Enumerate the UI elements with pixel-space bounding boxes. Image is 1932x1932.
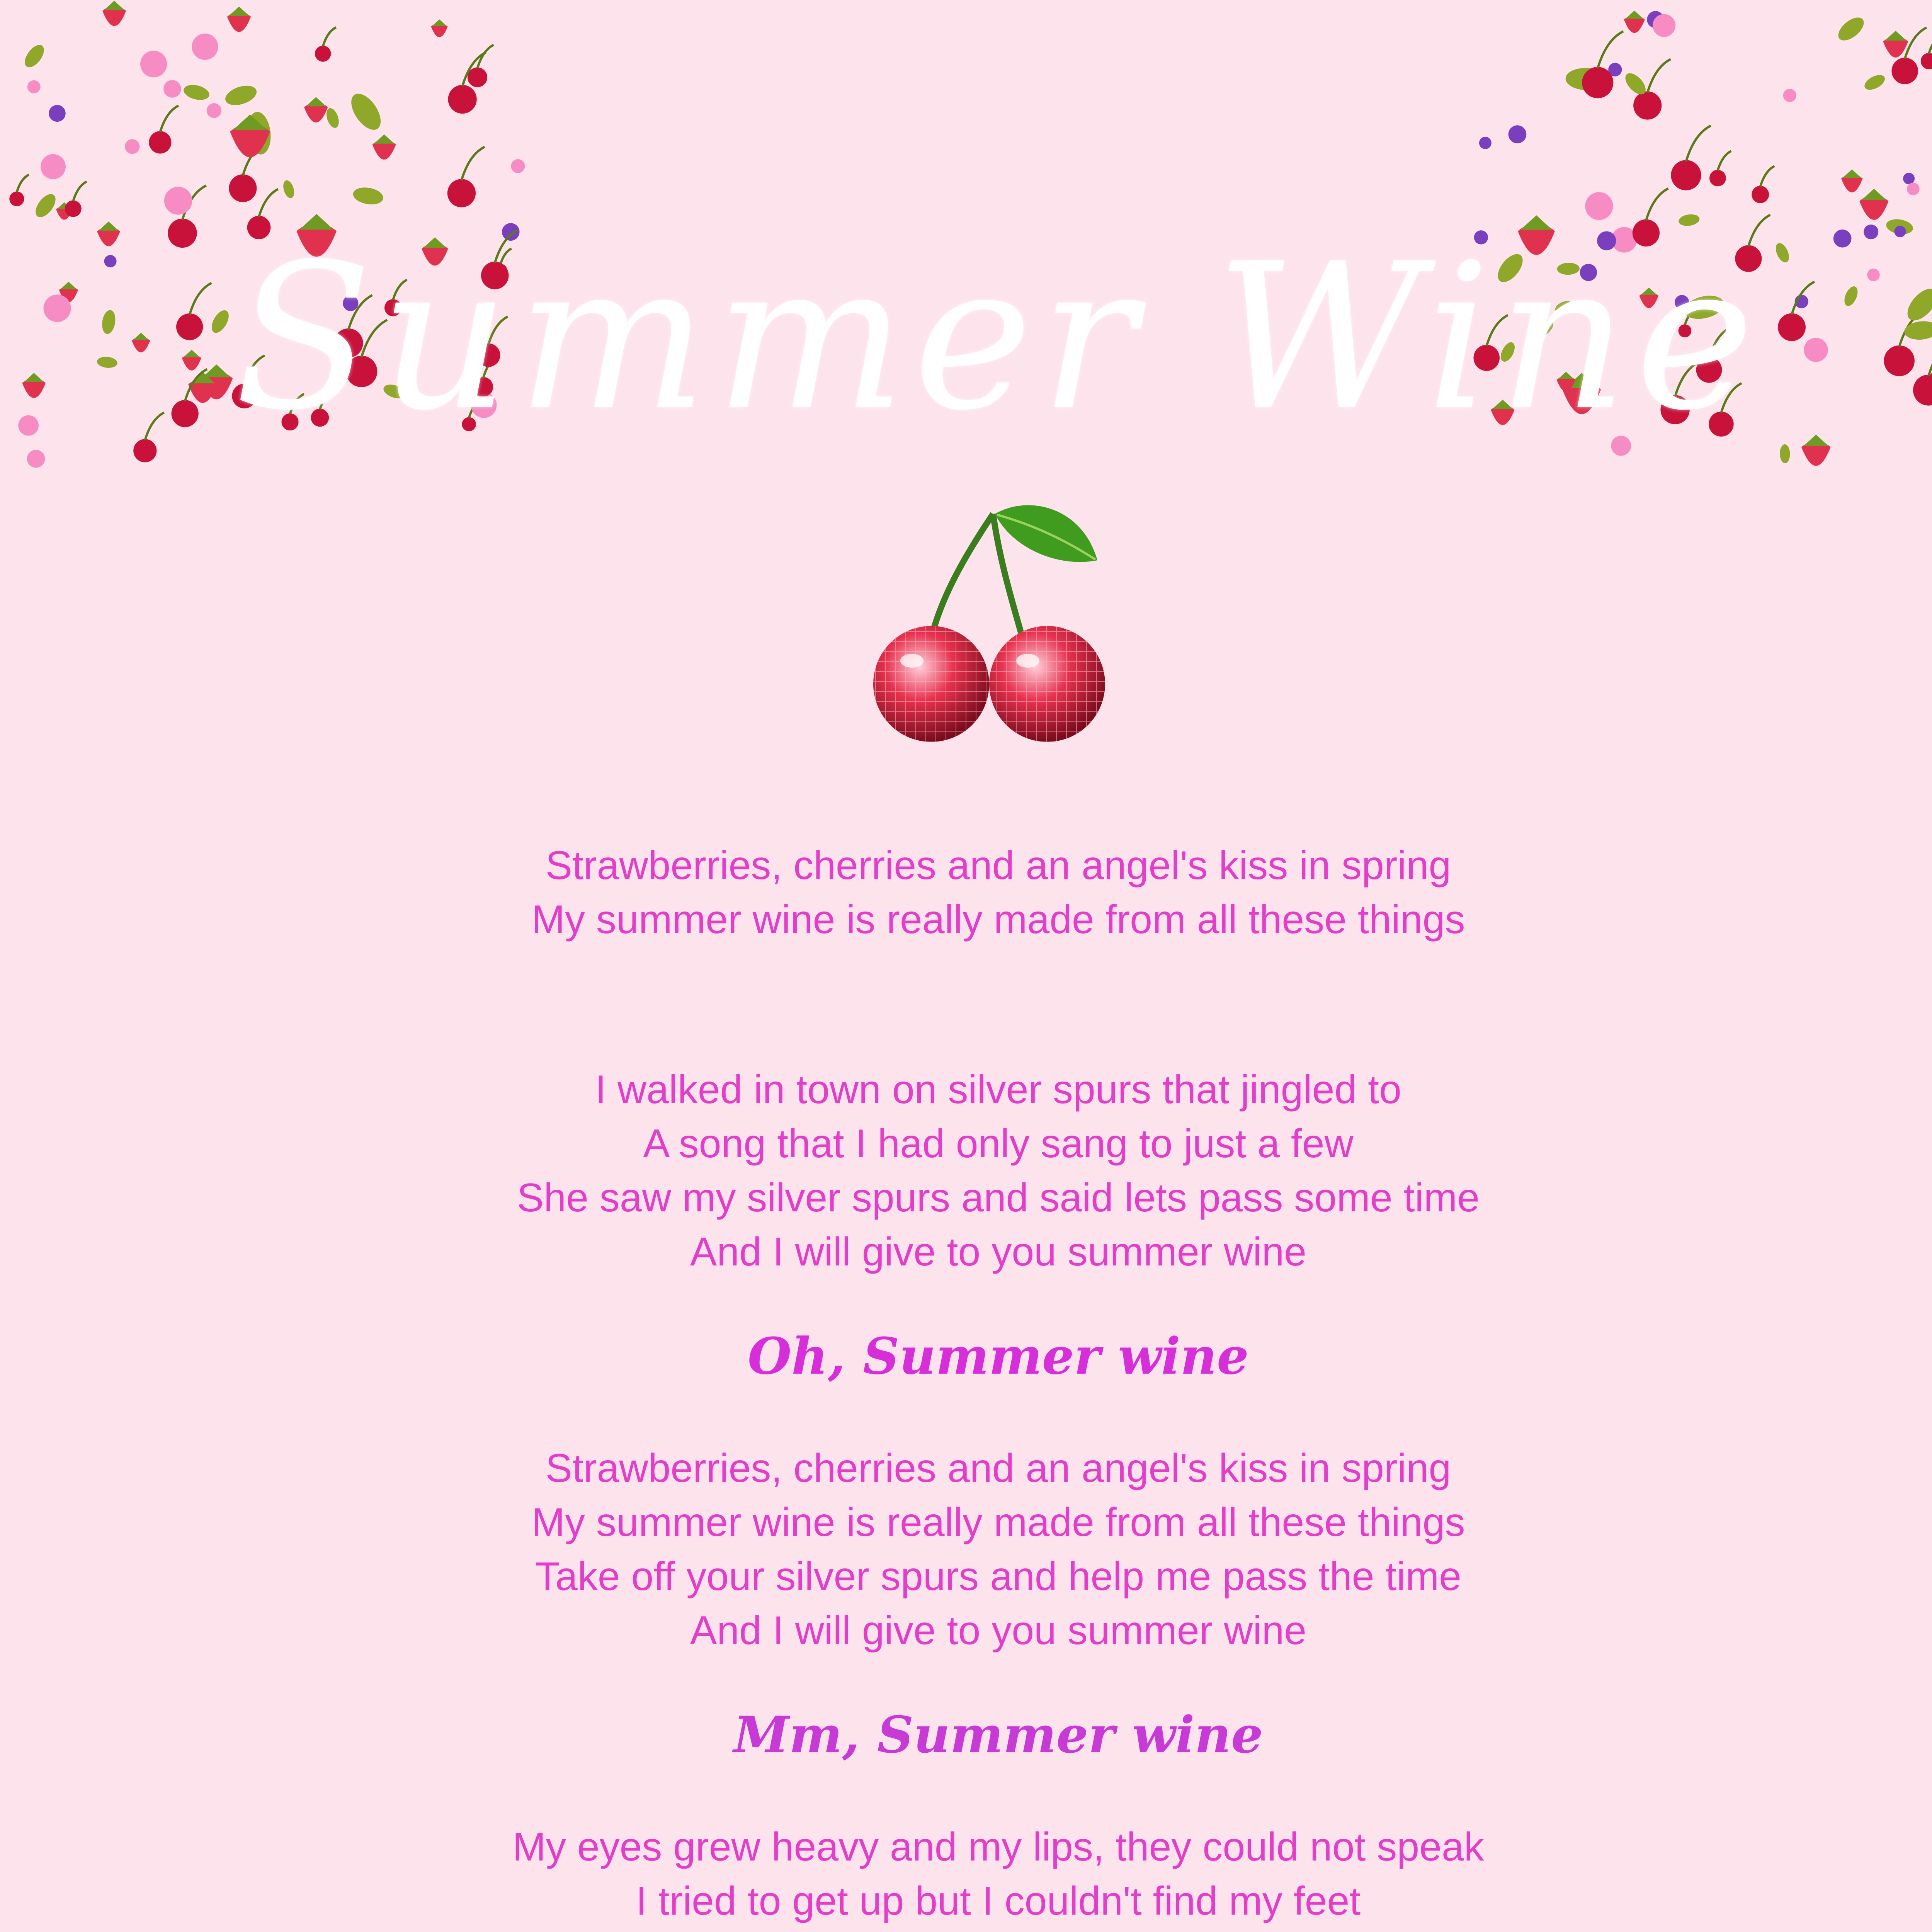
lyric-line: My summer wine is really made from all these things bbox=[531, 1500, 1465, 1545]
disco-cherry-icon bbox=[866, 491, 1136, 746]
verse-2 bbox=[0, 1820, 1932, 1932]
lyric-line: A song that I had only sang to just a few bbox=[643, 1121, 1354, 1166]
lyric-line: Strawberries, cherries and an angel's kiss in spring bbox=[545, 1446, 1451, 1491]
lyric-line: My eyes grew heavy and my lips, they could not speak bbox=[512, 1825, 1484, 1869]
lyric-line: I tried to get up but I couldn't find my feet bbox=[636, 1879, 1361, 1923]
lyric-line: She saw my silver spurs and said lets pass some time bbox=[517, 1175, 1480, 1220]
page-title: Summer Wine bbox=[234, 220, 1762, 454]
lyric-line: I walked in town on silver spurs that jingled to bbox=[595, 1067, 1401, 1112]
verse-1 bbox=[0, 1063, 1932, 1279]
chorus-1 bbox=[0, 1441, 1932, 1658]
refrain-1: Oh, Summer wine bbox=[748, 1327, 1249, 1386]
lyric-line: Take off your silver spurs and help me pass the time bbox=[535, 1554, 1462, 1599]
lyric-line bbox=[0, 1928, 1932, 1932]
lyric-line: Strawberries, cherries and an angel's kiss in spring bbox=[545, 843, 1451, 888]
refrain-2: Mm, Summer wine bbox=[733, 1705, 1263, 1764]
lyric-line: And I will give to you summer wine bbox=[690, 1608, 1307, 1653]
lyric-line: My summer wine is really made from all these things bbox=[531, 897, 1465, 942]
intro-stanza bbox=[0, 838, 1932, 947]
lyric-line: And I will give to you summer wine bbox=[690, 1230, 1307, 1274]
